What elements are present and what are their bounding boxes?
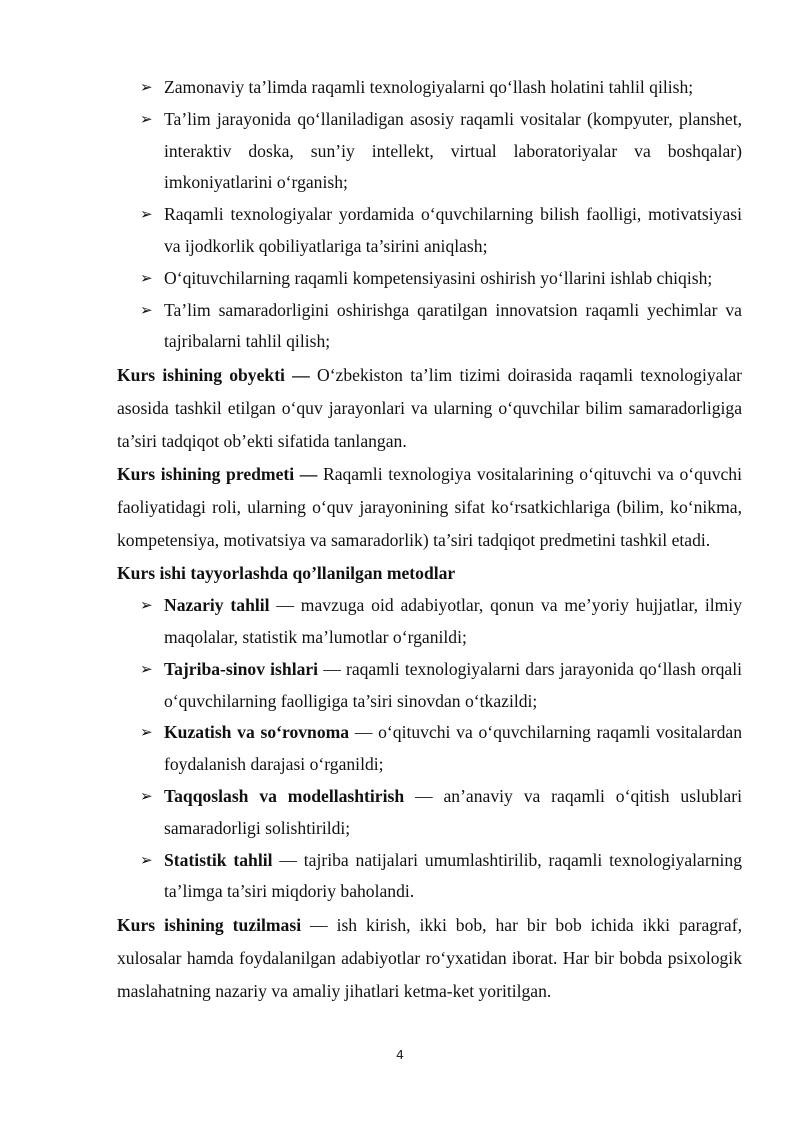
course-object-text: O‘zbekiston ta’lim tizimi doirasida raqamli texnologiyalar asosida tashkil etilgan o‘quv jarayonlari va ularning o‘quvchilar bilim samaradorligiga ta’siri tadqiqot ob’ekti sifatida tanlangan. [117,365,742,452]
arrow-bullet-icon: ➢ [140,205,153,224]
list-item [117,72,742,104]
course-structure-paragraph [117,909,742,1008]
method-description: — o‘qituvchi va o‘quvchilarning raqamli vositalardan foydalanish darajasi o‘rganildi; [164,722,742,775]
method-description: — raqamli texnologiyalarni dars jarayonida qo‘llash orqali o‘quvchilarning faolligiga ta’siri sinovdan o‘tkazildi; [164,658,743,711]
list-item [117,654,742,718]
course-object-lead: Kurs ishining obyekti — [117,365,310,386]
course-subject-paragraph [117,458,742,557]
method-name: Kuzatish va so‘rovnoma [164,722,350,743]
list-item [117,781,742,845]
arrow-bullet-icon: ➢ [140,78,153,96]
course-object-paragraph [117,359,742,458]
method-name: Nazariy tahlil [164,595,270,616]
course-subject-lead: Kurs ishining predmeti — [117,464,318,485]
list-item [117,717,742,781]
page-content [117,72,742,1008]
arrow-bullet-icon: ➢ [140,659,153,678]
list-item [117,199,742,263]
arrow-bullet-icon: ➢ [140,300,153,319]
method-description: — tajriba natijalari umumlashtirilib, raqamli texnologiyalarning ta’limga ta’siri miqdoriy baholandi. [164,849,742,902]
list-item-text: Ta’lim jarayonida qo‘llaniladigan asosiy raqamli vositalar (kompyuter, planshet, interaktiv doska, sun’iy intellekt, virtual laboratoriyalar va boshqalar) imkoniyatlarini o‘rganish; [164,108,742,193]
method-name: Tajriba-sinov ishlari [164,658,319,679]
objectives-list [117,72,742,358]
arrow-bullet-icon: ➢ [140,723,153,742]
list-item [117,845,742,909]
arrow-bullet-icon: ➢ [140,596,153,615]
list-item-text: Raqamli texnologiyalar yordamida o‘quvchilarning bilish faolligi, motivatsiyasi va ijodkorlik qobiliyatlariga ta’sirini aniqlash; [164,204,742,256]
course-subject-text: Raqamli texnologiya vositalarining o‘qituvchi va o‘quvchi faoliyatidagi roli, ularning o‘quv jarayonining sifat ko‘rsatkichlariga (bilim, ko‘nikma, kompetensiya, motivatsiya va samaradorlik) ta’siri tadqiqot predmetini tashkil etadi. [117,464,742,551]
list-item-text: O‘qituvchilarning raqamli kompetensiyasini oshirish yo‘llarini ishlab chiqish; [164,267,713,288]
list-item [117,295,742,359]
list-item-text: Zamonaviy ta’limda raqamli texnologiyalarni qo‘llash holatini tahlil qilish; [164,77,694,97]
course-structure-lead: Kurs ishining tuzilmasi [117,915,302,936]
arrow-bullet-icon: ➢ [140,268,153,287]
list-item-text: Ta’lim samaradorligini oshirishga qaratilgan innovatsion raqamli yechimlar va tajribalarni tahlil qilish; [164,299,742,352]
method-description: — mavzuga oid adabiyotlar, qonun va me’yoriy hujjatlar, ilmiy maqolalar, statistik ma’lumotlar o‘rganildi; [164,595,742,647]
list-item [117,590,742,654]
arrow-bullet-icon: ➢ [140,109,153,128]
list-item [117,263,742,295]
methods-heading: Kurs ishi tayyorlashda qo’llanilgan metodlar [117,563,456,584]
list-item [117,104,742,199]
methods-list [117,590,742,908]
arrow-bullet-icon: ➢ [140,850,153,869]
method-name: Statistik tahlil [164,849,273,870]
arrow-bullet-icon: ➢ [140,786,153,805]
method-description: — an’anaviy va raqamli o‘qitish uslublari samaradorligi solishtirildi; [164,785,742,838]
method-name: Taqqoslash va modellashtirish [164,785,405,806]
page-number: 4 [396,1047,404,1062]
course-structure-text: — ish kirish, ikki bob, har bir bob ichida ikki paragraf, xulosalar hamda foydalanilgan adabiyotlar ro‘yxatidan iborat. Har bir bobda psixologik maslahatning nazariy va amaliy jihatlari ketma-ket yoritilgan. [117,915,742,1002]
